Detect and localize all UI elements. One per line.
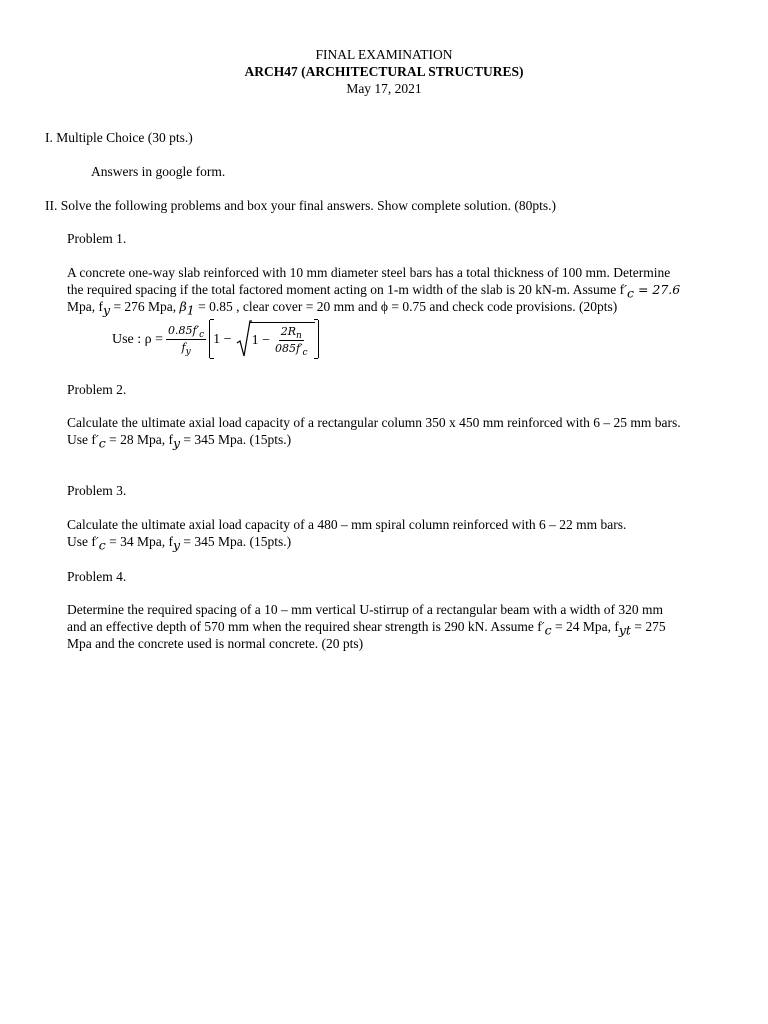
- problem-2-line-2: Use $f'_c = 28$ Mpa, $f_y = 345$ Mpa. (15pts.): [67, 432, 292, 451]
- problem-1-text: [67, 264, 727, 318]
- section-2-title: II. Solve the following problems and box your final answers. Show complete solution. (80pts.): [45, 198, 557, 213]
- problem-4-line-2: and an effective depth of 570 mm when the required shear strength is 290 kN. Assume $f'_c = 24$ Mpa, $f_{yt} = 275$: [67, 619, 666, 638]
- problem-4-text: [67, 601, 727, 652]
- problem-1-line-1: A concrete one-way slab reinforced with 10 mm diameter steel bars has a total thickness of 100 mm. Determine: [67, 265, 671, 280]
- exam-title: FINAL EXAMINATION: [315, 47, 453, 62]
- problem-3-title: Problem 3.: [67, 483, 127, 498]
- problem-3-line-2: Use $f'_c = 34$ Mpa, $f_y = 345$ Mpa. (15pts.): [67, 534, 292, 553]
- problem-1-line-2: the required spacing if the total factored moment acting on 1-m width of the slab is 20 kN-m. Assume $f'_c = 27.6$: [67, 282, 681, 301]
- problem-2-title: Problem 2.: [67, 382, 127, 397]
- exam-header: [0, 46, 768, 97]
- problem-2-text: [67, 414, 727, 451]
- problem-4-title: Problem 4.: [67, 569, 127, 584]
- problem-3-line-1: Calculate the ultimate axial load capacity of a 480 – mm spiral column reinforced with 6 – 22 mm bars.: [67, 517, 627, 532]
- formula-fraction: $\frac{0.85f'_c}{f_y}$: [168, 323, 205, 357]
- section-1-answer-note: Answers in google form.: [91, 164, 226, 179]
- course-title: ARCH47 (ARCHITECTURAL STRUCTURES): [244, 64, 524, 79]
- problem-3-text: [67, 516, 727, 553]
- problem-1-line-3: Mpa, $f_y = 276$ Mpa, $\beta_1 = 0.85$ , clear cover = 20 mm and ϕ = 0.75 and check code provisions. (20pts): [67, 299, 618, 318]
- formula-bracket: 1 − 1 − $\frac{2R_n}{085f'_c}$: [209, 320, 318, 358]
- square-root-icon: 1 − $\frac{2R_n}{085f'_c}$: [236, 322, 315, 356]
- formula-use-label: Use : ρ =: [112, 331, 164, 347]
- problem-1-title: Problem 1.: [67, 231, 127, 246]
- problem-4-line-3: Mpa and the concrete used is normal concrete. (20 pts): [67, 636, 364, 651]
- rho-formula: [112, 318, 319, 360]
- formula-inner-fraction: $\frac{2R_n}{085f'_c}$: [274, 325, 308, 359]
- exam-date: May 17, 2021: [346, 81, 422, 96]
- problem-2-line-1: Calculate the ultimate axial load capacity of a rectangular column 350 x 450 mm reinforced with 6 – 25 mm bars.: [67, 415, 681, 430]
- section-1-title: I. Multiple Choice (30 pts.): [45, 130, 193, 145]
- problem-4-line-1: Determine the required spacing of a 10 – mm vertical U-stirrup of a rectangular beam with a width of 320 mm: [67, 602, 664, 617]
